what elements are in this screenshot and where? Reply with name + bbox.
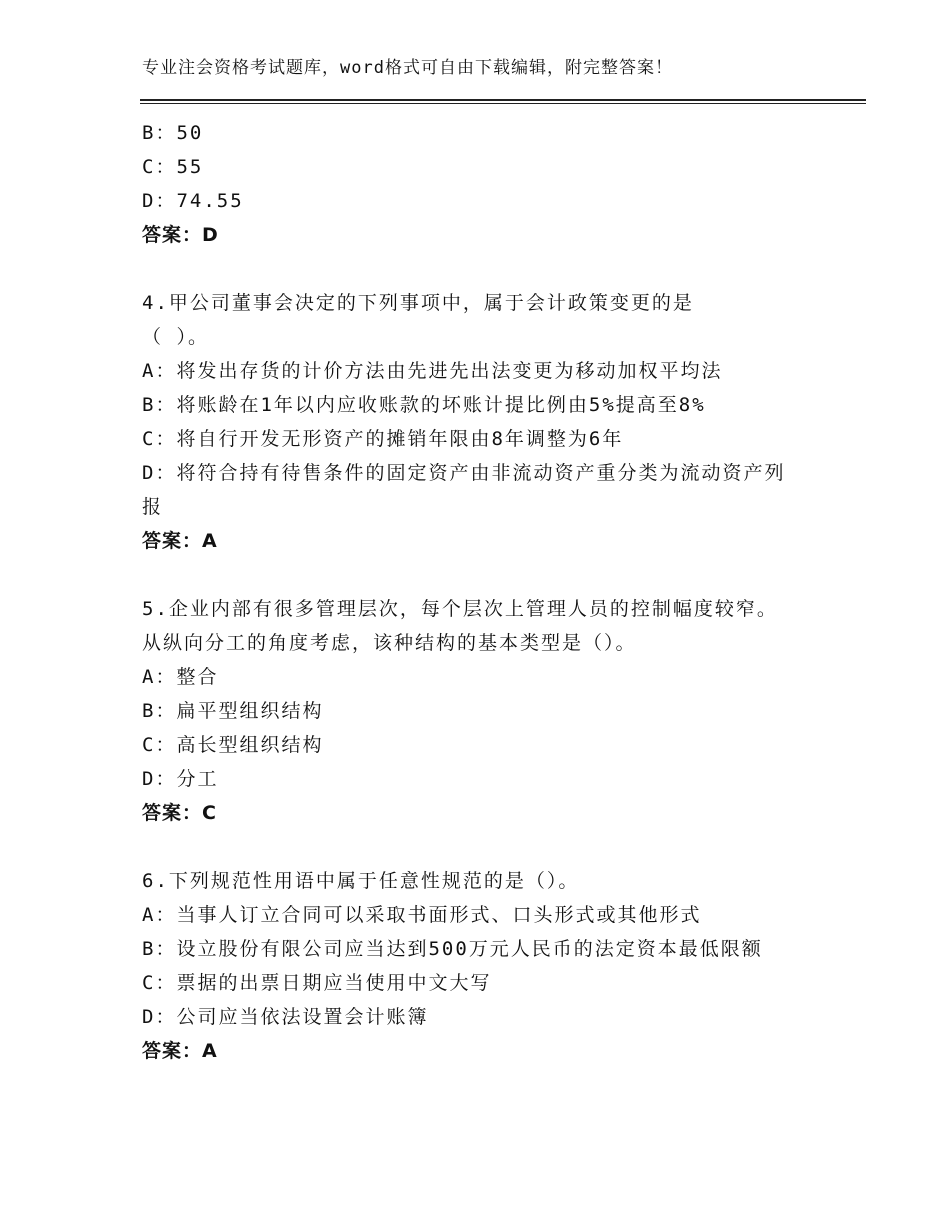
header-divider-thin <box>140 103 866 104</box>
option-b: B：50 <box>142 122 204 144</box>
spacer <box>142 252 822 286</box>
option-a: A：将发出存货的计价方法由先进先出法变更为移动加权平均法 <box>142 360 723 382</box>
question-stem: 4.甲公司董事会决定的下列事项中，属于会计政策变更的是 <box>142 292 694 314</box>
question-6 <box>142 864 822 1068</box>
question-3-tail <box>142 116 822 252</box>
question-stem: 6.下列规范性用语中属于任意性规范的是（）。 <box>142 870 580 892</box>
option-b: B：将账龄在1年以内应收账款的坏账计提比例由5%提高至8% <box>142 394 706 416</box>
option-c: C：高长型组织结构 <box>142 734 324 756</box>
option-c: C：55 <box>142 156 204 178</box>
spacer <box>142 830 822 864</box>
question-stem: 5.企业内部有很多管理层次，每个层次上管理人员的控制幅度较窄。 <box>142 598 778 620</box>
option-b: B：扁平型组织结构 <box>142 700 324 722</box>
option-b: B：设立股份有限公司应当达到500万元人民币的法定资本最低限额 <box>142 938 763 960</box>
question-stem-cont: 从纵向分工的角度考虑，该种结构的基本类型是（）。 <box>142 632 637 654</box>
option-d: D：公司应当依法设置会计账簿 <box>142 1006 429 1028</box>
question-5 <box>142 592 822 830</box>
answer: 答案：A <box>142 530 218 552</box>
option-a: A：整合 <box>142 666 219 688</box>
answer: 答案：A <box>142 1040 218 1062</box>
page-header: 专业注会资格考试题库，word格式可自由下载编辑，附完整答案！ <box>142 58 673 78</box>
header-divider-thick <box>140 99 866 101</box>
option-d: D：74.55 <box>142 190 244 212</box>
option-d: D：分工 <box>142 768 219 790</box>
option-c: C：票据的出票日期应当使用中文大写 <box>142 972 492 994</box>
answer: 答案：D <box>142 224 219 246</box>
question-4 <box>142 286 822 558</box>
option-a: A：当事人订立合同可以采取书面形式、口头形式或其他形式 <box>142 904 702 926</box>
question-stem-cont: （ ）。 <box>142 326 209 348</box>
question-content <box>142 116 822 1068</box>
option-d: D：将符合持有待售条件的固定资产由非流动资产重分类为流动资产列 <box>142 462 786 484</box>
option-d-cont: 报 <box>142 496 164 518</box>
spacer <box>142 558 822 592</box>
option-c: C：将自行开发无形资产的摊销年限由8年调整为6年 <box>142 428 624 450</box>
answer: 答案：C <box>142 802 217 824</box>
